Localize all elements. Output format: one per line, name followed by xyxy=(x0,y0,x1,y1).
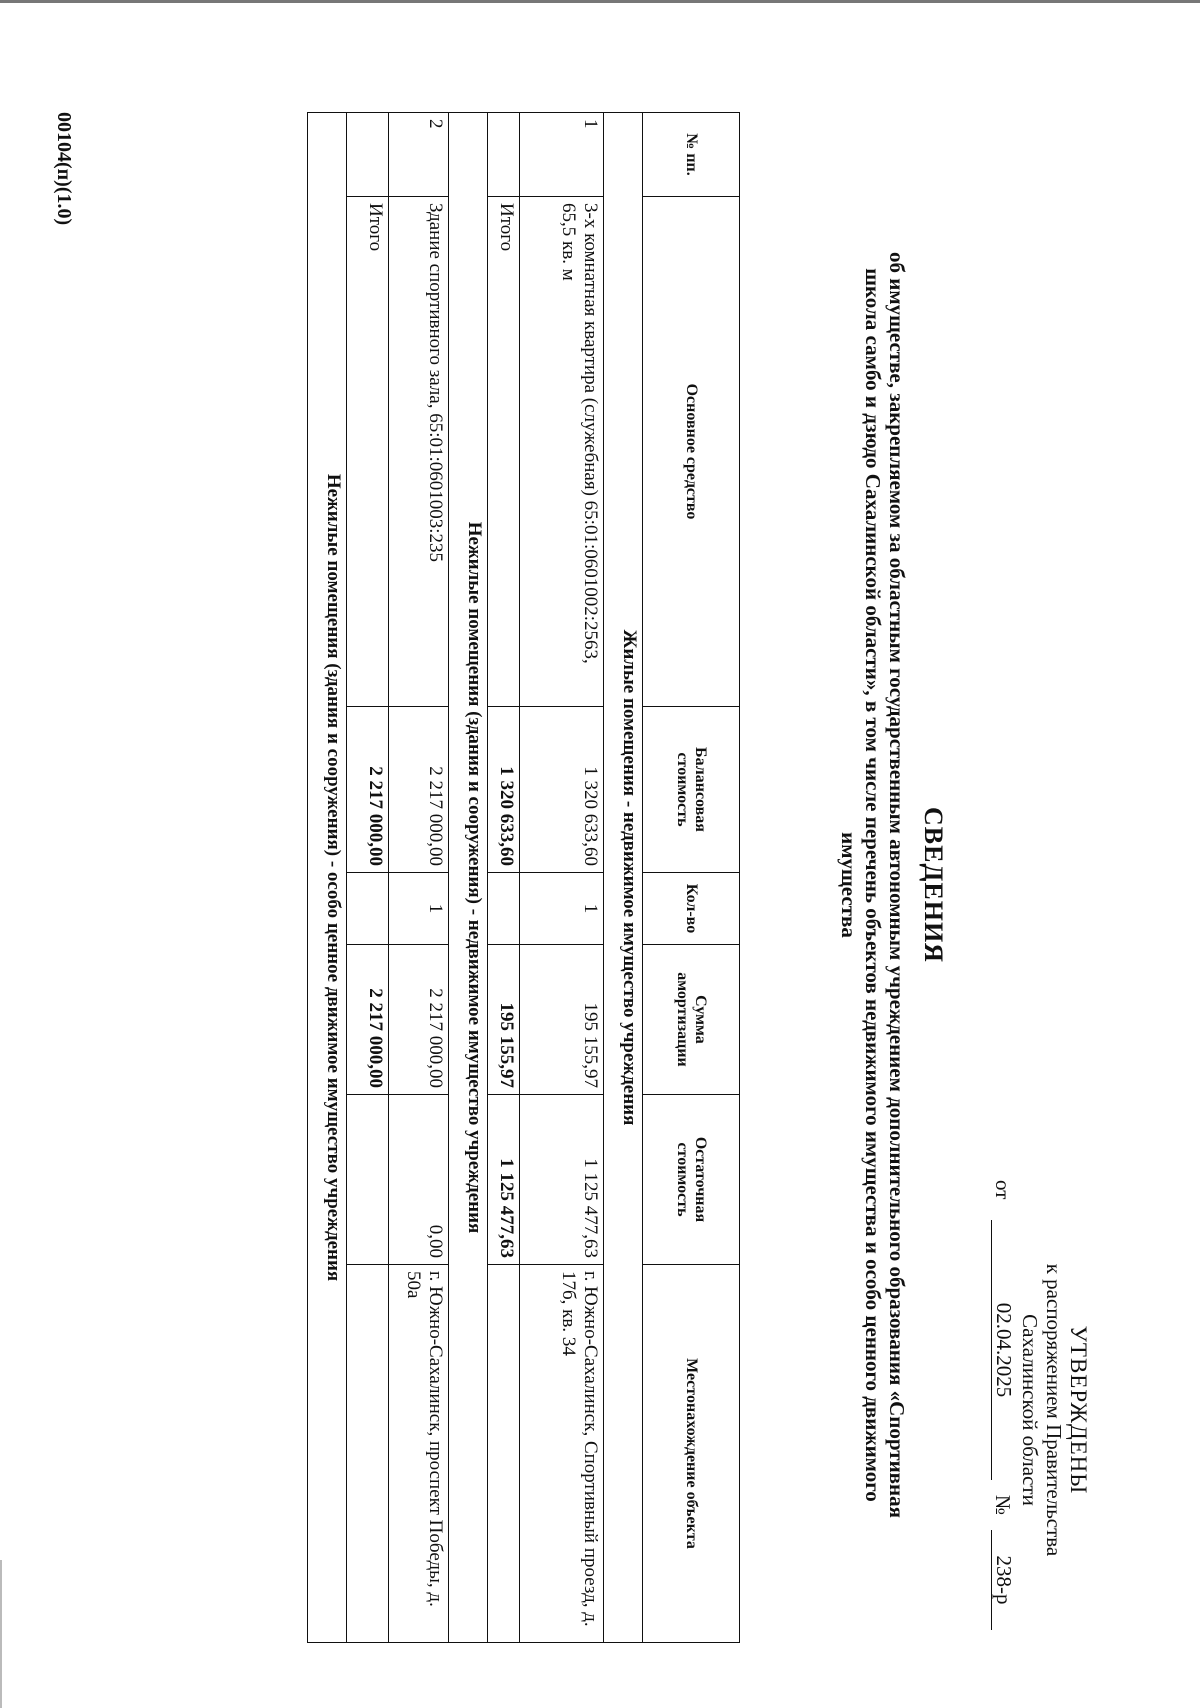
approval-date-row xyxy=(991,1180,1016,1640)
approval-line-1: к распоряжением Правительства xyxy=(1042,1263,1066,1557)
approval-number: 238-р xyxy=(991,1530,1016,1630)
section-row-valuable-movable xyxy=(308,113,347,1643)
scan-edge-left xyxy=(0,1560,2,1708)
document-heading: СВЕДЕНИЯ xyxy=(919,807,948,963)
row1-asset: 3-х комнатная квартира (служебная) 65:01:0601002:2563, 65,5 кв. м xyxy=(520,197,604,707)
scan-edge-top xyxy=(0,0,1200,3)
total-row xyxy=(488,113,520,1643)
total2-depreciation: 2 217 000,00 xyxy=(347,945,389,1095)
header-book-value: Балансовая стоимость xyxy=(643,707,740,873)
approval-line-2: Сахалинской области xyxy=(1018,1314,1042,1506)
header-depreciation: Сумма амортизации xyxy=(643,945,740,1095)
row2-asset: Здание спортивного зала, 65:01:0601003:235 xyxy=(389,197,449,707)
table-header-row xyxy=(643,113,740,1643)
header-num: № пп. xyxy=(643,113,740,197)
approval-stamp xyxy=(991,1180,1090,1640)
total1-depreciation: 195 155,97 xyxy=(488,945,520,1095)
row2-book-value: 2 217 000,00 xyxy=(389,707,449,873)
row1-qty: 1 xyxy=(520,873,604,945)
header-asset: Основное средство xyxy=(643,197,740,707)
header-residual: Остаточная стоимость xyxy=(643,1095,740,1265)
approval-date: 02.04.2025 xyxy=(991,1220,1016,1480)
row1-num: 1 xyxy=(520,113,604,197)
document-title-block xyxy=(837,230,948,1540)
row2-qty: 1 xyxy=(389,873,449,945)
row2-residual: 0,00 xyxy=(389,1095,449,1265)
row1-residual: 1 125 477,63 xyxy=(520,1095,604,1265)
section-row-nonresidential xyxy=(449,113,488,1643)
row1-book-value: 1 320 633,60 xyxy=(520,707,604,873)
approval-number-label: № xyxy=(991,1494,1015,1516)
row1-depreciation: 195 155,97 xyxy=(520,945,604,1095)
table-row xyxy=(520,113,604,1643)
header-qty: Кол-во xyxy=(643,873,740,945)
approval-title: УТВЕРЖДЕНЫ xyxy=(1066,1325,1091,1495)
section-valuable-movable-label: Нежилые помещения (здания и сооружения) - особо ценное движимое имущество учреждения xyxy=(308,113,347,1643)
total1-residual: 1 125 477,63 xyxy=(488,1095,520,1265)
section-nonresidential-label: Нежилые помещения (здания и сооружения) - недвижимое имущество учреждения xyxy=(449,113,488,1643)
section-row-residential xyxy=(604,113,643,1643)
document-subtitle: об имуществе, закрепляемом за областным государственным автономным учреждением дополнительного образования «Спортивная школа самбо и дзюдо Сахалинской области», в том числе перечень объектов недвижимого имущества и особо ценного движимого имущества xyxy=(837,252,909,1518)
section-residential-label: Жилые помещения - недвижимое имущество учреждения xyxy=(604,113,643,1643)
total2-book-value: 2 217 000,00 xyxy=(347,707,389,873)
row1-location: г. Южно-Сахалинск, Спортивный проезд, д. 17б, кв. 34 xyxy=(520,1265,604,1643)
total-row xyxy=(347,113,389,1643)
total1-book-value: 1 320 633,60 xyxy=(488,707,520,873)
total2-label: Итого xyxy=(347,197,389,707)
table-row xyxy=(389,113,449,1643)
row2-num: 2 xyxy=(389,113,449,197)
row2-location: г. Южно-Сахалинск, проспект Победы, д. 50а xyxy=(389,1265,449,1643)
row2-depreciation: 2 217 000,00 xyxy=(389,945,449,1095)
property-table xyxy=(307,112,740,1643)
document-code: 00104(п)(1.0) xyxy=(53,112,75,226)
rotated-document-page xyxy=(40,40,1160,1680)
approval-from-label: от xyxy=(991,1180,1015,1200)
total1-label: Итого xyxy=(488,197,520,707)
header-location: Местонахождение объекта xyxy=(643,1265,740,1643)
